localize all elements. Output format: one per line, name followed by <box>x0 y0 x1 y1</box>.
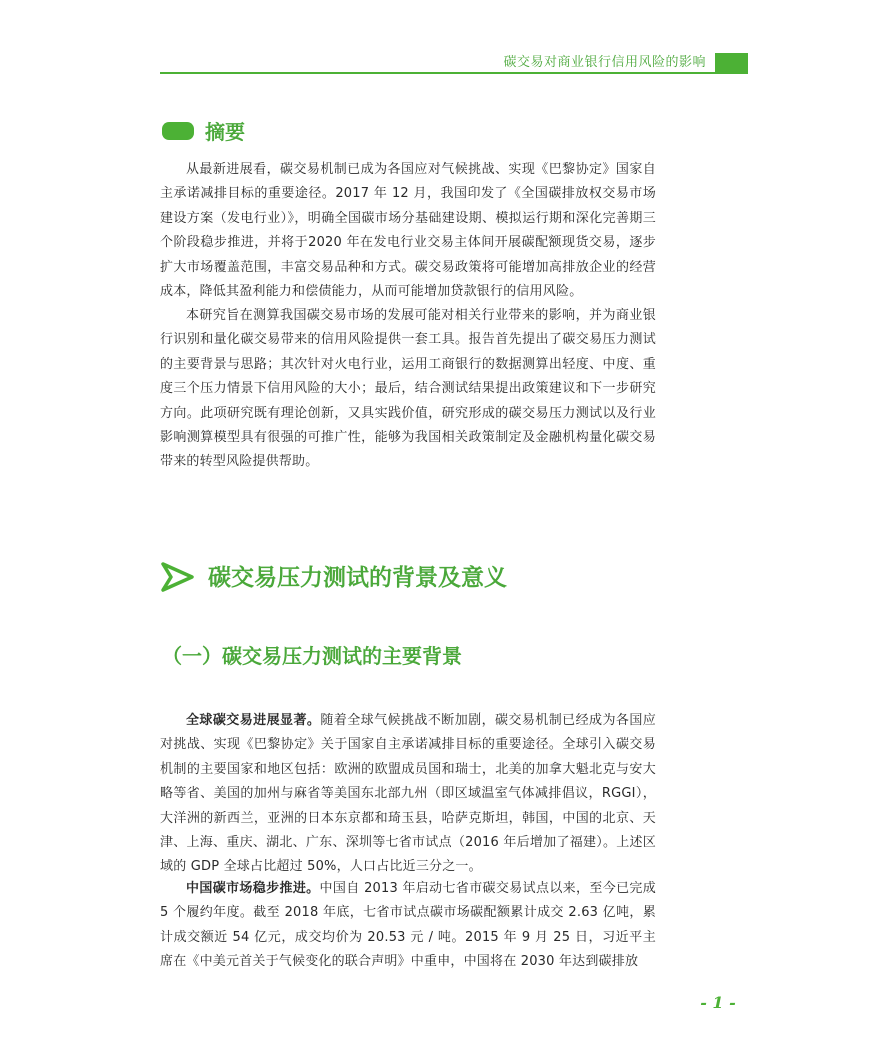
paragraph-lead: 全球碳交易进展显著。 <box>186 713 321 728</box>
section-heading: 碳交易压力测试的背景及意义 <box>208 565 507 591</box>
paragraph-text: 随着全球气候挑战不断加剧，碳交易机制已经成为各国应对挑战、实现《巴黎协定》关于国家自主承诺减排目标的重要途径。全球引入碳交易机制的主要国家和地区包括：欧洲的欧盟成员国和瑞士，北美的加拿大魁北克与安大略等省、美国的加州与麻省等美国东北部九州（即区域温室气体减排倡议，RGGI），大洋洲的新西兰，亚洲的日本东京都和琦玉县，哈萨克斯坦，韩国，中国的北京、天津、上海、重庆、湖北、广东、深圳等七省市试点（2016 年后增加了福建）。上述区域的 GDP 全球占比超过 50%，人口占比近三分之一。 <box>160 713 656 875</box>
running-header-title: 碳交易对商业银行信用风险的影响 <box>503 55 706 70</box>
page-number: - 1 - <box>700 993 736 1012</box>
body-paragraph-2 <box>160 877 656 975</box>
header-color-block <box>715 53 748 72</box>
sub-heading: （一）碳交易压力测试的主要背景 <box>162 644 462 668</box>
body-paragraph-1 <box>160 709 656 880</box>
abstract-marker-icon <box>162 122 194 140</box>
abstract-paragraph-1: 从最新进展看，碳交易机制已成为各国应对气候挑战、实现《巴黎协定》国家自主承诺减排目标的重要途径。2017 年 12 月，我国印发了《全国碳排放权交易市场建设方案（发电行业）》，明确全国碳市场分基础建设期、模拟运行期和深化完善期三个阶段稳步推进，并将于2020 年在发电行业交易主体间开展碳配额现货交易，逐步扩大市场覆盖范围，丰富交易品种和方式。碳交易政策将可能增加高排放企业的经营成本，降低其盈利能力和偿债能力，从而可能增加贷款银行的信用风险。 <box>160 162 656 300</box>
header-rule <box>160 72 748 74</box>
paragraph-text: 中国自 2013 年启动七省市碳交易试点以来，至今已完成 5 个履约年度。截至 2018 年底，七省市试点碳市场碳配额累计成交 2.63 亿吨，累计成交额近 54 亿元，成交均价为 20.53 元 / 吨。2015 年 9 月 25 日，习近平主席在《中美元首关于气候变化的联合声明》中重申，中国将在 2030 年达到碳排放 <box>160 881 656 970</box>
abstract-heading: 摘要 <box>205 120 245 144</box>
abstract-paragraph-2: 本研究旨在测算我国碳交易市场的发展可能对相关行业带来的影响，并为商业银行识别和量化碳交易带来的信用风险提供一套工具。报告首先提出了碳交易压力测试的主要背景与思路；其次针对火电行业，运用工商银行的数据测算出轻度、中度、重度三个压力情景下信用风险的大小；最后，结合测试结果提出政策建议和下一步研究方向。此项研究既有理论创新，又具实践价值，研究形成的碳交易压力测试以及行业影响测算模型具有很强的可推广性，能够为我国相关政策制定及金融机构量化碳交易带来的转型风险提供帮助。 <box>160 308 656 470</box>
arrow-icon <box>161 561 194 593</box>
paragraph-lead: 中国碳市场稳步推进。 <box>186 881 320 896</box>
